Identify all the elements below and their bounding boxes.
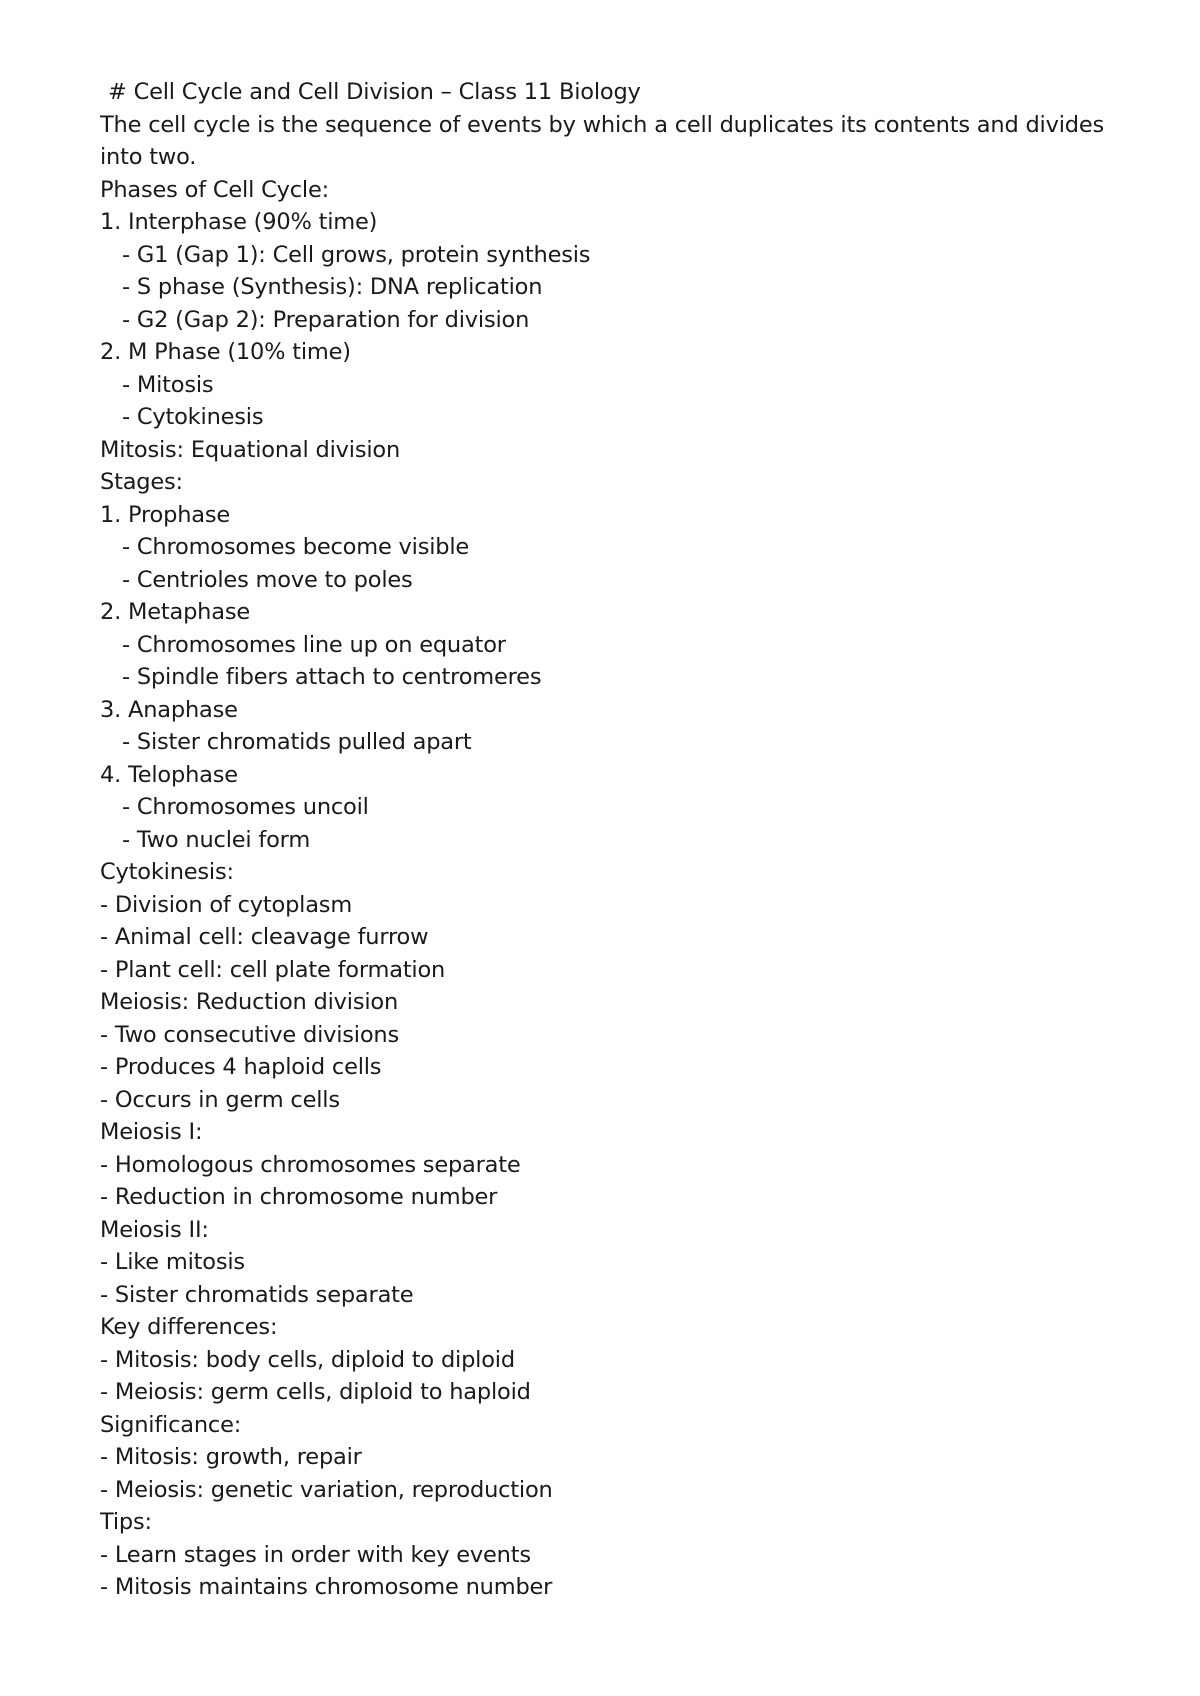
content-lines [100,174,1140,1604]
bullet-line: - Mitosis [122,371,214,398]
bullet-line: - Sister chromatids pulled apart [122,729,472,755]
text-line: - Animal cell: cleavage furrow [100,924,429,950]
bullet-line: - Chromosomes uncoil [122,794,369,820]
text-line: Mitosis: Equational division [100,436,401,463]
bullet-line: - Two nuclei form [122,826,311,853]
document-title: # Cell Cycle and Cell Division – Class 11 Biology [108,79,641,105]
bullet-line: - G2 (Gap 2): Preparation for division [122,306,530,333]
bullet-line: - Chromosomes line up on equator [122,631,506,658]
text-line: Key differences: [100,1314,278,1340]
bullet-line: - G1 (Gap 1): Cell grows, protein synthesis [122,241,591,268]
bullet-line: - Chromosomes become visible [122,534,470,560]
text-line: - Plant cell: cell plate formation [100,956,446,983]
text-line: 2. Metaphase [100,599,250,625]
text-line: 2. M Phase (10% time) [100,339,351,365]
text-line: - Mitosis maintains chromosome number [100,1574,553,1600]
text-line: Meiosis: Reduction division [100,989,399,1015]
text-line: - Two consecutive divisions [100,1021,400,1048]
bullet-line: - Spindle fibers attach to centromeres [122,664,542,690]
text-line: Cytokinesis: [100,859,234,885]
bullet-line: - Cytokinesis [122,404,264,430]
document-body [100,76,1140,1604]
bullet-line: - S phase (Synthesis): DNA replication [122,274,543,300]
text-line: Significance: [100,1411,242,1438]
text-line: 1. Prophase [100,501,231,528]
text-line: - Produces 4 haploid cells [100,1054,382,1080]
text-line: - Reduction in chromosome number [100,1184,498,1210]
text-line: Stages: [100,469,183,495]
text-line: - Mitosis: body cells, diploid to diploid [100,1346,515,1373]
text-line: Meiosis I: [100,1119,203,1145]
text-line: - Homologous chromosomes separate [100,1151,521,1178]
text-line: - Division of cytoplasm [100,891,353,918]
text-line: 1. Interphase (90% time) [100,209,378,235]
text-line: Meiosis II: [100,1216,209,1243]
text-line: - Like mitosis [100,1249,245,1275]
text-line: - Learn stages in order with key events [100,1541,531,1568]
text-line: - Meiosis: germ cells, diploid to haploid [100,1379,531,1405]
bullet-line: - Centrioles move to poles [122,566,413,593]
text-line: - Meiosis: genetic variation, reproduction [100,1476,553,1503]
text-line: Phases of Cell Cycle: [100,176,329,203]
text-line: - Mitosis: growth, repair [100,1444,362,1470]
text-line: Tips: [100,1509,152,1535]
text-line: 3. Anaphase [100,696,238,723]
text-line: - Occurs in germ cells [100,1086,340,1113]
text-line: - Sister chromatids separate [100,1281,414,1308]
intro-paragraph: The cell cycle is the sequence of events by which a cell duplicates its contents and divides into two. [100,111,1111,170]
text-line: 4. Telophase [100,761,238,788]
